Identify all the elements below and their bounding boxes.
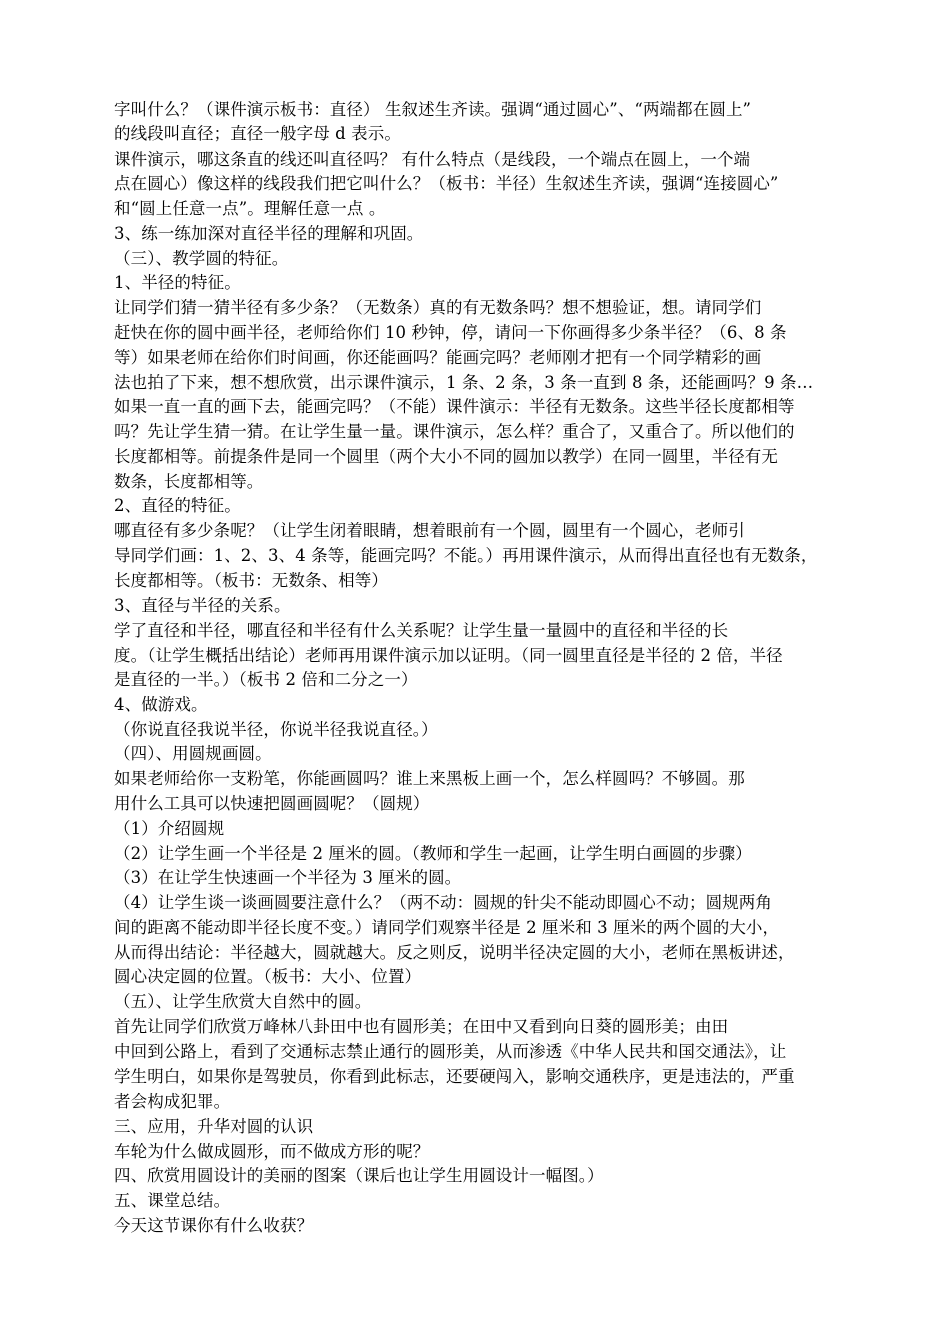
list-item: （1）介绍圆规 [114,819,225,838]
text-line: 课件演示，哪这条直的线还叫直径吗？ 有什么特点（是线段，一个端点在圆上，一个端 [114,150,751,169]
text-line: 法也拍了下来，想不想欣赏，出示课件演示，1 条、2 条，3 条一直到 8 条，还能画吗？9 条… [114,373,814,392]
text-line: 的线段叫直径；直径一般字母 d 表示。 [114,124,401,143]
text-line: 间的距离不能动即半径长度不变。）请同学们观察半径是 2 厘米和 3 厘米的两个圆的大小， [114,918,780,937]
text-line: 让同学们猜一猜半径有多少条？（无数条）真的有无数条吗？想不想验证，想。请同学们 [114,298,762,317]
text-line: 圆心决定圆的位置。（板书：大小、位置） [114,967,422,986]
list-item: （4）让学生谈一谈画圆要注意什么？（两不动：圆规的针尖不能动即圆心不动；圆规两角 [114,893,772,912]
text-line: 字叫什么？（课件演示板书：直径） 生叙述生齐读。强调“通过圆心”、“两端都在圆上” [114,100,752,119]
text-line: 数条，长度都相等。 [114,472,264,491]
text-line: 长度都相等。前提条件是同一个圆里（两个大小不同的圆加以教学）在同一圆里，半径有无 [114,447,778,466]
section-heading: 五、课堂总结。 [114,1191,231,1210]
text-line: 吗？先让学生猜一猜。在让学生量一量。课件演示，怎么样？重合了，又重合了。所以他们的 [114,422,795,441]
text-line: 车轮为什么做成圆形，而不做成方形的呢？ [114,1142,430,1161]
section-heading: （五）、让学生欣赏大自然中的圆。 [114,992,372,1011]
text-line: 度。（让学生概括出结论）老师再用课件演示加以证明。（同一圆里直径是半径的 2 倍，半径 [114,646,783,665]
section-heading: （四）、用圆规画圆。 [114,744,272,763]
text-line: （你说直径我说半径，你说半径我说直径。） [114,720,438,739]
text-line: 导同学们画：1、2、3、4 条等，能画完吗？不能。）再用课件演示，从而得出直径也有无数条， [114,546,818,565]
text-line: 长度都相等。（板书：无数条、相等） [114,571,388,590]
subsection-heading: 3、直径与半径的关系。 [114,596,291,615]
section-heading: （三）、教学圆的特征。 [114,249,289,268]
text-line: 3、练一练加深对直径半径的理解和巩固。 [114,224,424,243]
text-line: 如果老师给你一支粉笔，你能画圆吗？谁上来黑板上画一个，怎么样圆吗？不够圆。那 [114,769,745,788]
text-line: 者会构成犯罪。 [114,1092,231,1111]
subsection-heading: 2、直径的特征。 [114,496,241,515]
text-line: 中回到公路上，看到了交通标志禁止通行的圆形美，从而渗透《中华人民共和国交通法》，让 [114,1042,787,1061]
subsection-heading: 4、做游戏。 [114,695,208,714]
text-line: 今天这节课你有什么收获？ [114,1216,314,1235]
text-line: 学生明白，如果你是驾驶员，你看到此标志，还要硬闯入，影响交通秩序，更是违法的，严重 [114,1067,795,1086]
section-heading: 三、应用，升华对圆的认识 [114,1117,314,1136]
text-line: 点在圆心）像这样的线段我们把它叫什么？（板书：半径）生叙述生齐读，强调“连接圆心” [114,174,779,193]
text-line: 哪直径有多少条呢？（让学生闭着眼睛，想着眼前有一个圆，圆里有一个圆心，老师引 [114,521,745,540]
text-line: 和“圆上任意一点”。理解任意一点 。 [114,199,386,218]
subsection-heading: 1、半径的特征。 [114,273,241,292]
text-line: 等）如果老师在给你们时间画，你还能画吗？能画完吗？老师刚才把有一个同学精彩的画 [114,348,762,367]
text-line: 是直径的一半。）（板书 2 倍和二分之一） [114,670,418,689]
section-heading: 四、欣赏用圆设计的美丽的图案（课后也让学生用圆设计一幅图。） [114,1166,604,1185]
text-line: 首先让同学们欣赏万峰林八卦田中也有圆形美；在田中又看到向日葵的圆形美；由田 [114,1017,729,1036]
text-line: 如果一直一直的画下去，能画完吗？（不能）课件演示：半径有无数条。这些半径长度都相等 [114,397,795,416]
text-line: 学了直径和半径，哪直径和半径有什么关系呢？让学生量一量圆中的直径和半径的长 [114,621,729,640]
text-line: 从而得出结论：半径越大，圆就越大。反之则反，说明半径决定圆的大小，老师在黑板讲述， [114,943,795,962]
list-item: （2）让学生画一个半径是 2 厘米的圆。（教师和学生一起画，让学生明白画圆的步骤） [114,844,752,863]
text-line: 用什么工具可以快速把圆画圆呢？（圆规） [114,794,430,813]
list-item: （3）在让学生快速画一个半径为 3 厘米的圆。 [114,868,462,887]
text-line: 赶快在你的圆中画半径，老师给你们 10 秒钟，停，请问一下你画得多少条半径？（6、8 条 [114,323,787,342]
